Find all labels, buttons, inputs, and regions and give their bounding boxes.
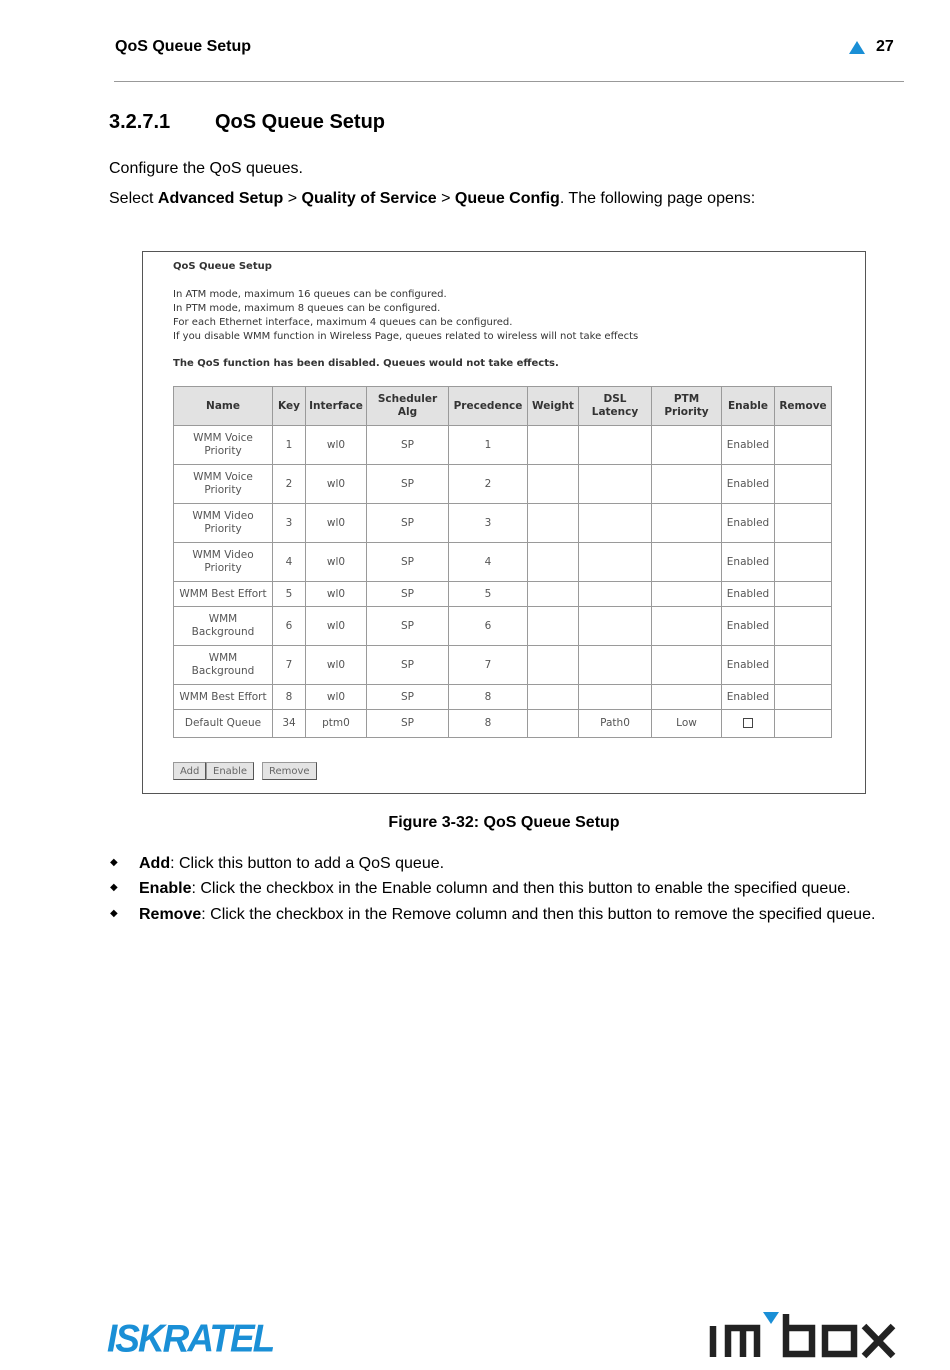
- nav-step-quality-of-service: Quality of Service: [301, 190, 437, 207]
- page-number: 27: [876, 38, 894, 55]
- table-row: [174, 710, 832, 738]
- cell-remove: [775, 543, 832, 582]
- cell-dsl-latency: Path0: [579, 710, 652, 738]
- table-row: [174, 465, 832, 504]
- nav-instructions: Select Advanced Setup > Quality of Service > Queue Config. The following page opens:: [109, 190, 756, 207]
- cell-weight: [528, 710, 579, 738]
- cell-precedence: 8: [449, 685, 528, 710]
- cell-remove: [775, 646, 832, 685]
- section-title: QoS Queue Setup: [215, 111, 386, 133]
- cell-interface: wl0: [306, 504, 367, 543]
- cell-enable: Enabled: [722, 543, 775, 582]
- bullet-remove: Remove: Click the checkbox in the Remove column and then this button to remove the specified queue.: [139, 906, 876, 923]
- cell-remove: [775, 582, 832, 607]
- cell-alg: SP: [367, 426, 449, 465]
- col-ptm-priority: PTM Priority: [652, 387, 722, 426]
- screenshot-title: QoS Queue Setup: [173, 261, 272, 272]
- cell-name: WMM Video Priority: [174, 543, 273, 582]
- table-row: [174, 607, 832, 646]
- cell-dsl-latency: [579, 504, 652, 543]
- cell-name: WMM Voice Priority: [174, 465, 273, 504]
- cell-weight: [528, 607, 579, 646]
- cell-precedence: 2: [449, 465, 528, 504]
- cell-weight: [528, 426, 579, 465]
- cell-dsl-latency: [579, 582, 652, 607]
- cell-interface: wl0: [306, 426, 367, 465]
- col-key: Key: [273, 387, 306, 426]
- info-line: If you disable WMM function in Wireless Page, queues related to wireless will not take effects: [173, 331, 639, 342]
- cell-enable: Enabled: [722, 426, 775, 465]
- col-interface: Interface: [306, 387, 367, 426]
- section-number: 3.2.7.1: [109, 111, 171, 133]
- cell-dsl-latency: [579, 465, 652, 504]
- qos-screenshot: [142, 251, 866, 794]
- cell-ptm-priority: Low: [652, 710, 722, 738]
- cell-key: 7: [273, 646, 306, 685]
- cell-weight: [528, 582, 579, 607]
- info-line: In ATM mode, maximum 16 queues can be configured.: [173, 289, 447, 300]
- col-remove: Remove: [775, 387, 832, 426]
- table-row: [174, 582, 832, 607]
- cell-enable: Enabled: [722, 504, 775, 543]
- cell-ptm-priority: [652, 685, 722, 710]
- cell-interface: wl0: [306, 582, 367, 607]
- cell-precedence: 3: [449, 504, 528, 543]
- cell-precedence: 7: [449, 646, 528, 685]
- cell-enable: Enabled: [722, 465, 775, 504]
- cell-alg: SP: [367, 607, 449, 646]
- cell-alg: SP: [367, 685, 449, 710]
- queue-table: [173, 386, 832, 738]
- enable-button[interactable]: Enable: [206, 762, 254, 780]
- cell-key: 6: [273, 607, 306, 646]
- cell-remove: [775, 465, 832, 504]
- cell-weight: [528, 646, 579, 685]
- cell-alg: SP: [367, 504, 449, 543]
- col-weight: Weight: [528, 387, 579, 426]
- table-row: [174, 543, 832, 582]
- table-row: [174, 504, 832, 543]
- cell-ptm-priority: [652, 607, 722, 646]
- table-header-row: [174, 387, 832, 426]
- cell-dsl-latency: [579, 426, 652, 465]
- iskratel-logo: ISKRATEL: [107, 1316, 274, 1360]
- cell-weight: [528, 465, 579, 504]
- cell-alg: SP: [367, 543, 449, 582]
- info-line: In PTM mode, maximum 8 queues can be configured.: [173, 303, 441, 314]
- cell-dsl-latency: [579, 543, 652, 582]
- table-row: [174, 426, 832, 465]
- cell-remove: [775, 607, 832, 646]
- cell-enable: Enabled: [722, 685, 775, 710]
- cell-weight: [528, 685, 579, 710]
- cell-remove: [775, 685, 832, 710]
- header-title: QoS Queue Setup: [115, 38, 252, 55]
- col-dsl-latency: DSL Latency: [579, 387, 652, 426]
- cell-key: 3: [273, 504, 306, 543]
- cell-remove: [775, 710, 832, 738]
- qos-disabled-warning: The QoS function has been disabled. Queues would not take effects.: [173, 358, 559, 369]
- table-row: [174, 646, 832, 685]
- intro-text: Configure the QoS queues.: [109, 160, 303, 177]
- diamond-bullet-icon: ◆: [110, 857, 118, 868]
- bullet-enable: Enable: Click the checkbox in the Enable column and then this button to enable the specified queue.: [139, 880, 851, 897]
- cell-name: WMM Background: [174, 607, 273, 646]
- bullet-add: Add: Click this button to add a QoS queue.: [139, 855, 445, 872]
- cell-weight: [528, 504, 579, 543]
- cell-alg: SP: [367, 465, 449, 504]
- col-name: Name: [174, 387, 273, 426]
- cell-interface: wl0: [306, 543, 367, 582]
- col-enable: Enable: [722, 387, 775, 426]
- header-divider: [114, 81, 904, 82]
- nav-step-advanced-setup: Advanced Setup: [157, 190, 284, 207]
- cell-alg: SP: [367, 710, 449, 738]
- nav-step-queue-config: Queue Config: [454, 190, 560, 207]
- cell-remove: [775, 504, 832, 543]
- cell-name: WMM Video Priority: [174, 504, 273, 543]
- cell-ptm-priority: [652, 646, 722, 685]
- cell-alg: SP: [367, 646, 449, 685]
- cell-ptm-priority: [652, 504, 722, 543]
- cell-interface: wl0: [306, 465, 367, 504]
- cell-enable: Enabled: [722, 582, 775, 607]
- cell-dsl-latency: [579, 685, 652, 710]
- inbox-logo: [706, 1308, 898, 1365]
- cell-enable: Enabled: [722, 607, 775, 646]
- cell-remove: [775, 426, 832, 465]
- cell-name: WMM Voice Priority: [174, 426, 273, 465]
- cell-enable: Enabled: [722, 646, 775, 685]
- cell-name: WMM Best Effort: [174, 582, 273, 607]
- cell-alg: SP: [367, 582, 449, 607]
- remove-button[interactable]: Remove: [262, 762, 317, 780]
- figure-caption: Figure 3-32: QoS Queue Setup: [388, 814, 620, 831]
- cell-name: Default Queue: [174, 710, 273, 738]
- cell-ptm-priority: [652, 426, 722, 465]
- col-precedence: Precedence: [449, 387, 528, 426]
- cell-precedence: 1: [449, 426, 528, 465]
- cell-interface: wl0: [306, 607, 367, 646]
- cell-ptm-priority: [652, 543, 722, 582]
- info-line: For each Ethernet interface, maximum 4 queues can be configured.: [173, 317, 513, 328]
- cell-name: WMM Best Effort: [174, 685, 273, 710]
- cell-interface: wl0: [306, 646, 367, 685]
- col-scheduler-alg: Scheduler Alg: [367, 387, 449, 426]
- cell-key: 4: [273, 543, 306, 582]
- cell-dsl-latency: [579, 607, 652, 646]
- diamond-bullet-icon: ◆: [110, 908, 118, 919]
- table-row: [174, 685, 832, 710]
- cell-enable: [722, 710, 775, 738]
- cell-name: WMM Background: [174, 646, 273, 685]
- add-button[interactable]: Add: [173, 762, 206, 780]
- cell-interface: wl0: [306, 685, 367, 710]
- cell-key: 1: [273, 426, 306, 465]
- cell-dsl-latency: [579, 646, 652, 685]
- cell-key: 34: [273, 710, 306, 738]
- cell-precedence: 5: [449, 582, 528, 607]
- up-triangle-icon: [849, 41, 865, 54]
- cell-key: 5: [273, 582, 306, 607]
- cell-interface: ptm0: [306, 710, 367, 738]
- cell-key: 2: [273, 465, 306, 504]
- enable-checkbox[interactable]: [743, 718, 753, 728]
- cell-precedence: 6: [449, 607, 528, 646]
- cell-precedence: 8: [449, 710, 528, 738]
- cell-weight: [528, 543, 579, 582]
- cell-ptm-priority: [652, 465, 722, 504]
- diamond-bullet-icon: ◆: [110, 882, 118, 893]
- cell-ptm-priority: [652, 582, 722, 607]
- cell-precedence: 4: [449, 543, 528, 582]
- cell-key: 8: [273, 685, 306, 710]
